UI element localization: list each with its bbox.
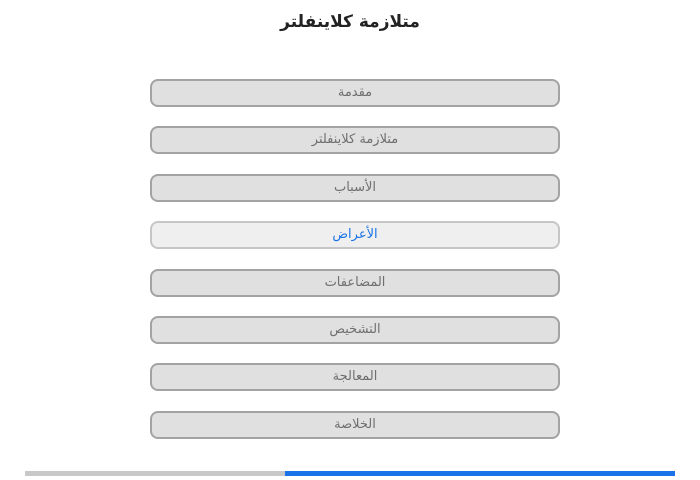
menu-item-causes[interactable]: الأسباب	[150, 174, 560, 202]
menu-item-treatment[interactable]: المعالجة	[150, 363, 560, 391]
progress-bar-fill	[25, 471, 285, 476]
section-menu	[150, 79, 560, 458]
menu-item-symptoms[interactable]: الأعراض	[150, 221, 560, 249]
progress-bar	[25, 471, 675, 476]
menu-item-klinefelter-syndrome[interactable]: متلازمة كلاينفلتر	[150, 126, 560, 154]
page-title: متلازمة كلاينفلتر	[280, 12, 420, 32]
menu-item-diagnosis[interactable]: التشخيص	[150, 316, 560, 344]
menu-item-summary[interactable]: الخلاصة	[150, 411, 560, 439]
menu-item-complications[interactable]: المضاعفات	[150, 269, 560, 297]
menu-item-introduction[interactable]: مقدمة	[150, 79, 560, 107]
